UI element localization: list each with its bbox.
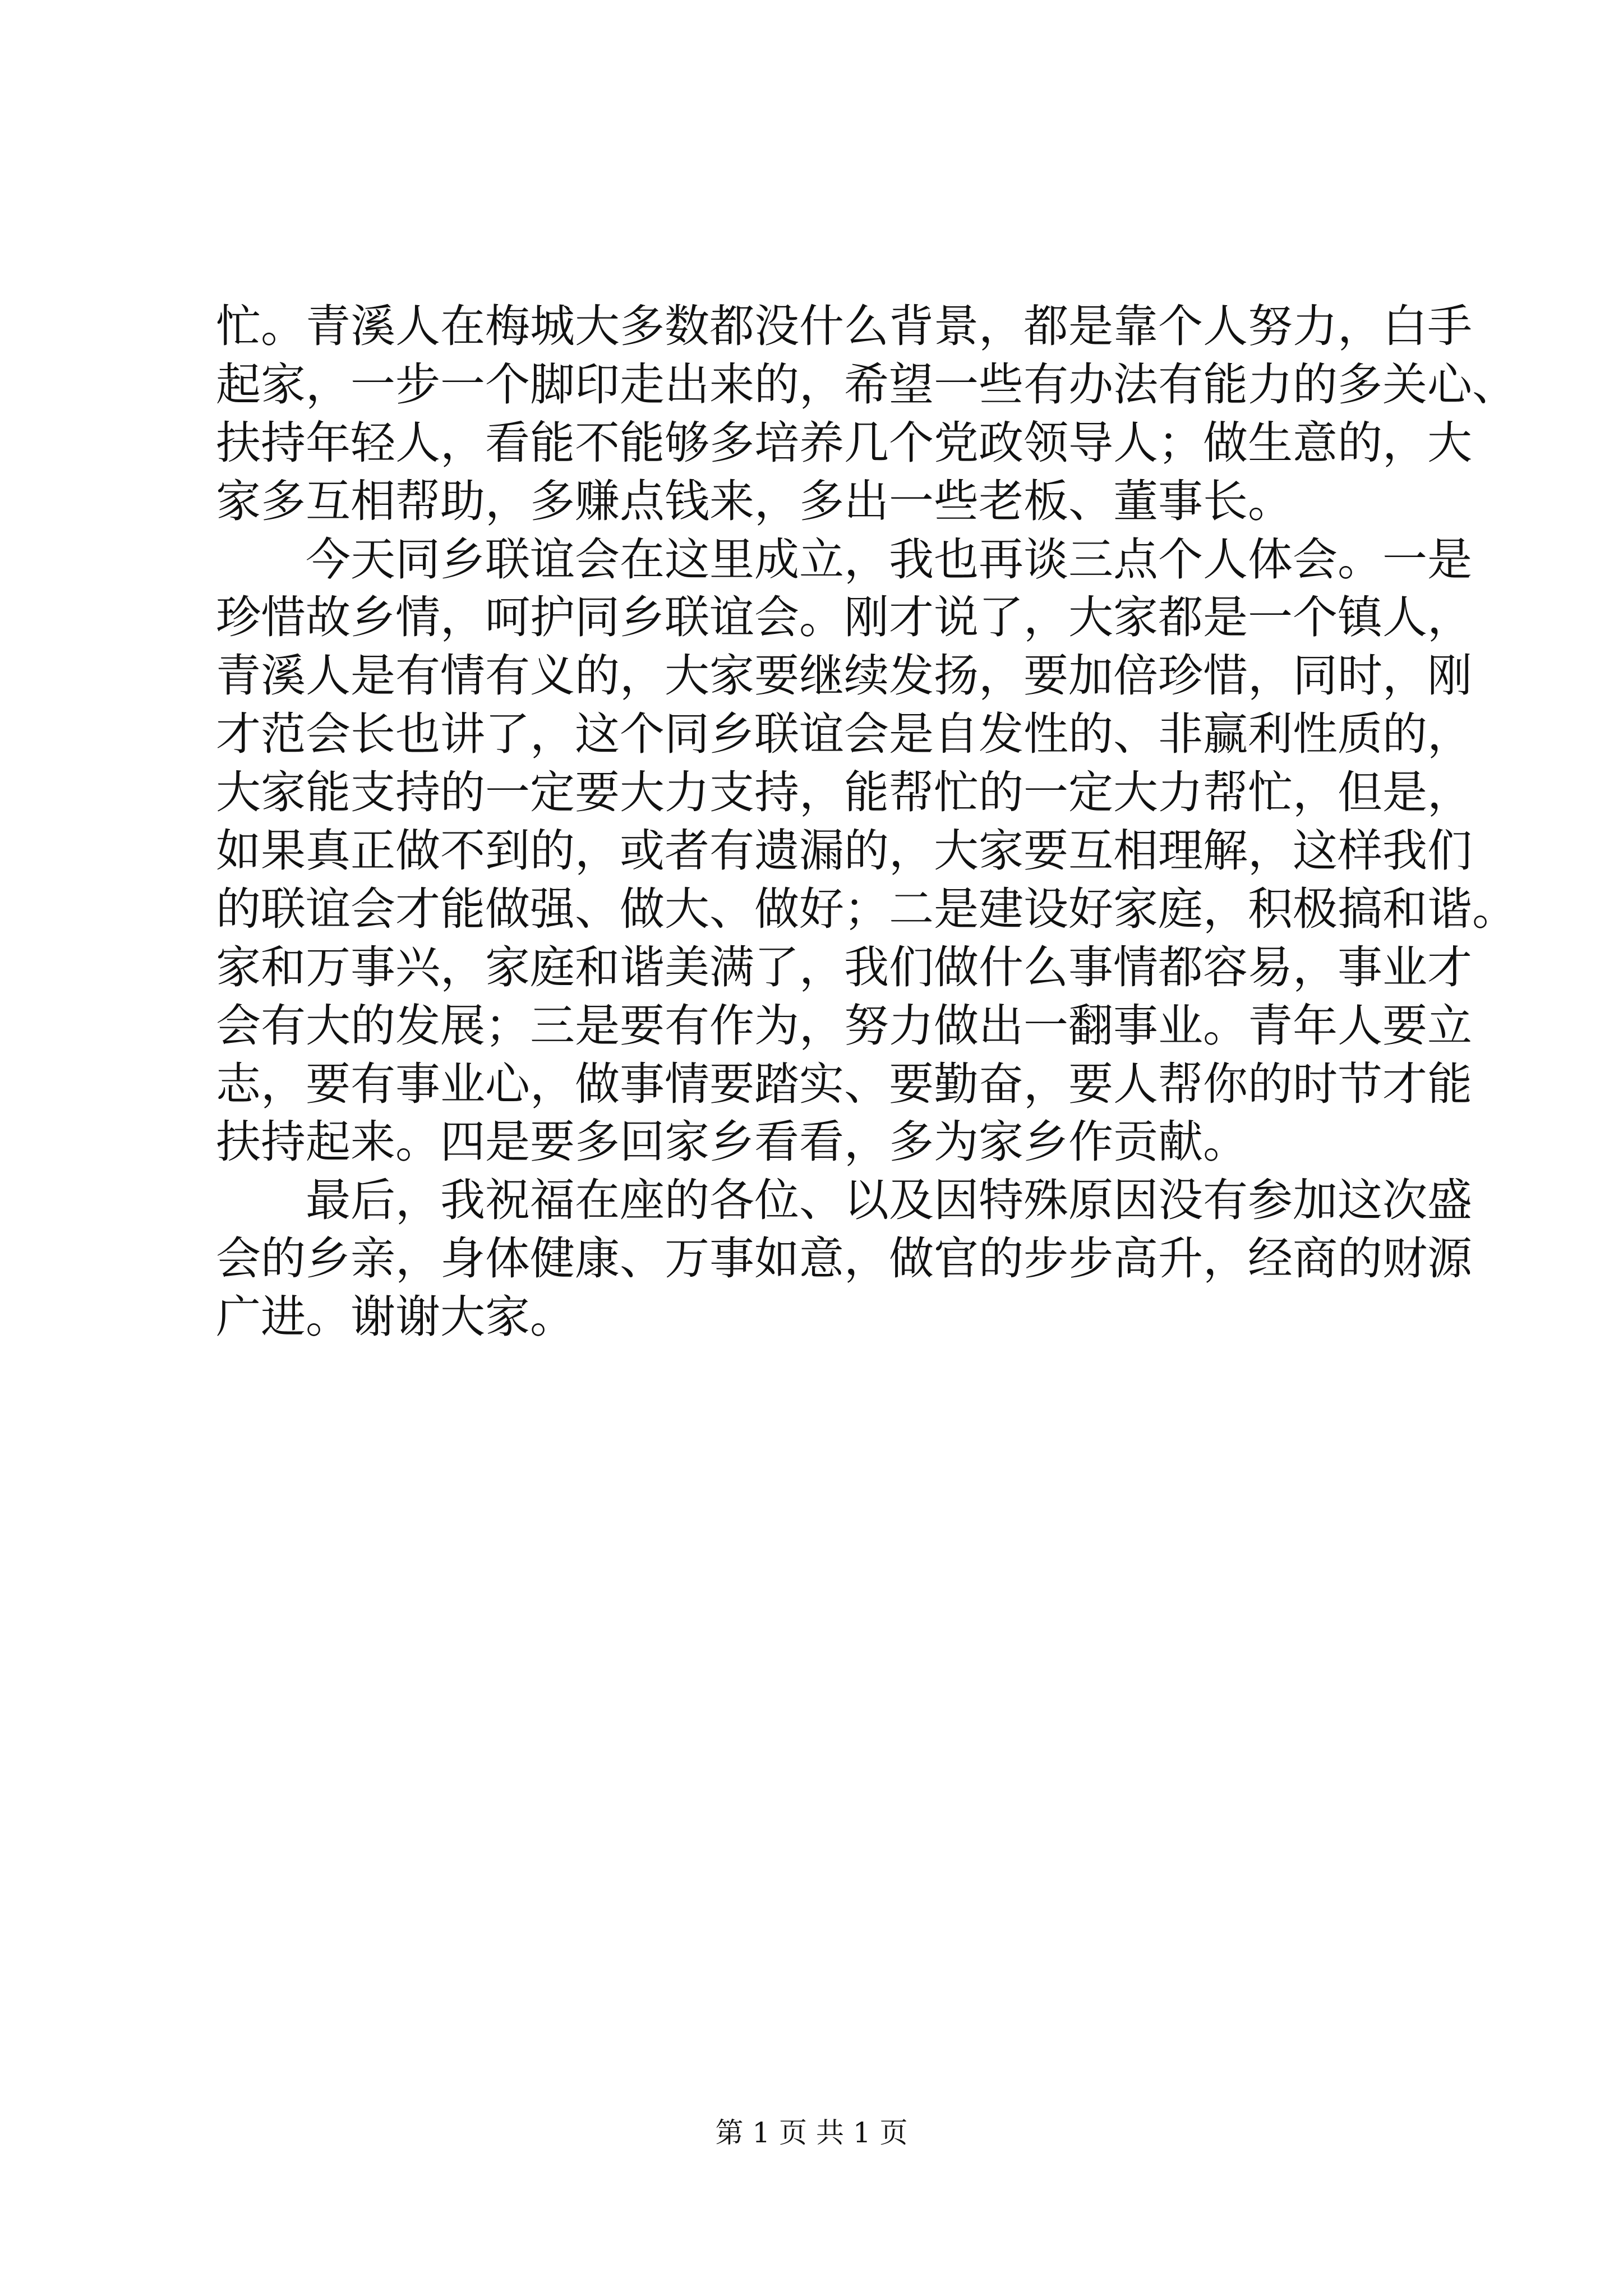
text-line: 扶持年轻人，看能不能够多培养几个党政领导人；做生意的，大	[216, 416, 1472, 469]
text-line: 的联谊会才能做强、做大、做好；二是建设好家庭，积极搞和谐。	[216, 882, 1517, 935]
text-line: 青溪人是有情有义的，大家要继续发扬，要加倍珍惜，同时，刚	[216, 650, 1472, 702]
text-line: 志，要有事业心，做事情要踏实、要勤奋，要人帮你的时节才能	[216, 1057, 1472, 1110]
text-line: 才范会长也讲了，这个同乡联谊会是自发性的、非赢利性质的，	[216, 708, 1472, 761]
text-line: 会的乡亲，身体健康、万事如意，做官的步步高升，经商的财源	[216, 1232, 1472, 1285]
text-line: 家和万事兴，家庭和谐美满了，我们做什么事情都容易，事业才	[216, 941, 1472, 993]
text-line: 会有大的发展；三是要有作为，努力做出一翻事业。青年人要立	[216, 999, 1472, 1052]
text-line: 家多互相帮助，多赚点钱来，多出一些老板、董事长。	[216, 475, 1293, 527]
text-line: 忙。青溪人在梅城大多数都没什么背景，都是靠个人努力，白手	[216, 300, 1472, 352]
page-footer: 第 1 页 共 1 页	[715, 2116, 908, 2149]
text-line: 起家，一步一个脚印走出来的，希望一些有办法有能力的多关心、	[216, 358, 1517, 411]
text-line: 广进。谢谢大家。	[216, 1291, 575, 1343]
text-line: 如果真正做不到的，或者有遗漏的，大家要互相理解，这样我们	[216, 825, 1472, 877]
text-line: 大家能支持的一定要大力支持，能帮忙的一定大力帮忙，但是，	[216, 766, 1472, 819]
paragraph-start-line: 最后，我祝福在座的各位、以及因特殊原因没有参加这次盛	[306, 1174, 1472, 1227]
text-line: 扶持起来。四是要多回家乡看看，多为家乡作贡献。	[216, 1116, 1248, 1168]
document-body	[216, 297, 1517, 1346]
paragraph-start-line: 今天同乡联谊会在这里成立，我也再谈三点个人体会。一是	[306, 533, 1472, 586]
text-line: 珍惜故乡情，呵护同乡联谊会。刚才说了，大家都是一个镇人，	[216, 591, 1472, 644]
